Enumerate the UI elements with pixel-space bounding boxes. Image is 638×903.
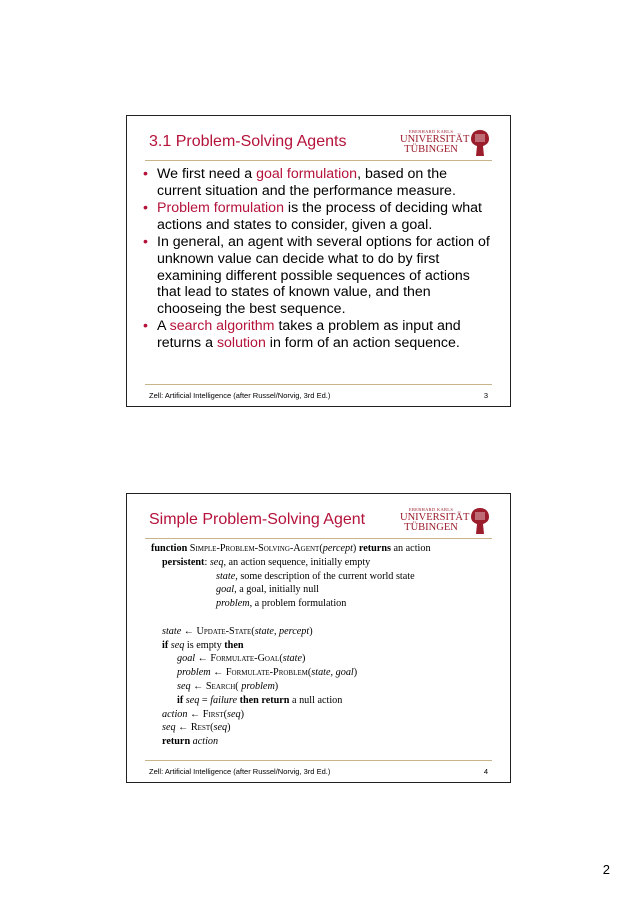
variable: state	[216, 570, 236, 582]
code-text: ,	[273, 625, 280, 637]
highlighted-term: goal formulation	[256, 166, 358, 182]
variable: state	[162, 625, 182, 637]
code-text: , an action sequence, initially empty	[223, 556, 371, 568]
slide-footer	[149, 391, 488, 400]
variable: seq	[209, 556, 224, 568]
variable: goal	[335, 667, 354, 679]
code-text: ←	[175, 722, 191, 734]
variable: problem	[216, 598, 250, 610]
code-text: is empty	[184, 639, 225, 651]
function-name: First	[202, 708, 224, 720]
keyword: persistent	[162, 556, 205, 568]
pseudocode-line	[151, 721, 431, 735]
bullet-dot-icon: •	[143, 166, 148, 182]
code-text: )	[240, 708, 244, 720]
variable: state	[311, 667, 331, 679]
code-text: )	[309, 625, 313, 637]
code-text: )	[301, 653, 306, 665]
pseudocode-line	[151, 666, 431, 680]
code-text: (	[223, 708, 227, 720]
bullet-item	[143, 200, 495, 233]
university-seal-icon	[468, 506, 492, 536]
function-name: Formulate-Goal	[210, 653, 280, 665]
slide-4	[126, 493, 511, 783]
bullet-text: is the process of deciding what actions and states to consider, given a goal.	[157, 200, 482, 233]
code-text: )	[274, 680, 279, 692]
keyword: return	[162, 736, 191, 748]
code-text: )	[352, 543, 359, 554]
university-seal-icon	[468, 128, 492, 158]
variable: goal	[216, 584, 235, 596]
bullet-text: We first need a	[157, 166, 257, 182]
logo-line-3: TÜBINGEN	[404, 522, 458, 533]
logo-line-1: EBERHARD KARLS	[408, 129, 454, 134]
bullet-item	[143, 166, 495, 199]
variable: state	[282, 653, 302, 665]
pseudocode-line	[151, 694, 431, 708]
variable: problem	[177, 667, 211, 679]
slide-footer	[149, 767, 488, 776]
pseudocode-line	[151, 652, 431, 666]
university-logo	[400, 128, 492, 160]
highlighted-term: search algorithm	[169, 318, 275, 335]
variable: state	[254, 625, 274, 637]
logo-line-2: UNIVERSITÄT	[400, 134, 470, 145]
pseudocode-line	[151, 639, 431, 653]
variable: percept	[322, 543, 353, 554]
bullet-text: takes a problem as input and returns a	[157, 318, 461, 351]
code-text: ←	[187, 708, 203, 720]
code-text: (	[307, 667, 312, 679]
keyword: if	[177, 694, 184, 706]
code-text: :	[204, 556, 210, 568]
footer-text: Zell: Artificial Intelligence (after Russel/Norvig, 3rd Ed.)	[149, 767, 331, 776]
code-text: , some description of the current world state	[235, 570, 415, 582]
bullet-item	[143, 318, 495, 351]
university-logo	[400, 506, 492, 538]
variable: seq	[185, 694, 200, 706]
bullet-item	[143, 234, 495, 317]
variable: action	[162, 708, 188, 720]
pseudocode-line	[151, 583, 431, 597]
logo-line-2: UNIVERSITÄT	[400, 512, 470, 523]
code-text: an action	[390, 543, 431, 554]
code-text: (	[251, 625, 255, 637]
pseudocode-block	[151, 542, 431, 749]
variable: seq	[213, 722, 228, 734]
variable: problem	[241, 680, 275, 692]
slide-title: Simple Problem-Solving Agent	[149, 511, 366, 528]
bullet-text: in form of an action sequence.	[265, 334, 460, 351]
variable: failure	[210, 694, 238, 706]
bullet-text: A	[157, 318, 170, 335]
bullet-dot-icon: •	[143, 234, 148, 251]
pseudocode-line	[151, 542, 431, 556]
code-text: ,	[330, 667, 336, 679]
slide-3	[126, 115, 511, 407]
code-text: , a problem formulation	[249, 598, 347, 610]
slide-number: 3	[483, 391, 488, 400]
keyword: function	[151, 543, 190, 554]
code-text: ←	[210, 667, 226, 679]
code-text: , a goal, initially null	[234, 584, 320, 596]
bullet-text: In general, an agent with several options for action of unknown value can decide what to do by first examining different possible sequences of actions that lead to states of known value, and then chooseing the best sequence.	[157, 234, 490, 317]
bullet-list	[143, 166, 495, 353]
slide-number: 4	[483, 767, 488, 776]
variable: seq	[170, 639, 185, 651]
bullet-dot-icon: •	[143, 200, 148, 217]
bullet-text: , based on the current situation and the performance measure.	[157, 166, 456, 199]
keyword: returns	[358, 543, 391, 554]
code-text: ←	[181, 625, 197, 637]
footer-text: Zell: Artificial Intelligence (after Russel/Norvig, 3rd Ed.)	[149, 391, 331, 400]
code-text: )	[227, 722, 231, 734]
pseudocode-line	[151, 570, 431, 584]
function-name: Rest	[190, 722, 211, 734]
code-text: (	[319, 543, 323, 554]
title-divider	[145, 160, 492, 161]
pseudocode-line	[151, 611, 431, 625]
code-text: ←	[195, 653, 211, 665]
variable: percept	[279, 625, 310, 637]
code-text: =	[199, 694, 211, 706]
variable: goal	[177, 653, 196, 665]
keyword: then return	[239, 694, 290, 706]
code-text: ←	[190, 680, 206, 692]
function-name: Simple-Problem-Solving-Agent	[189, 543, 320, 554]
logo-line-3: TÜBINGEN	[404, 144, 458, 155]
pseudocode-line	[151, 597, 431, 611]
slide-title: 3.1 Problem-Solving Agents	[149, 133, 347, 150]
function-name: Formulate-Problem	[225, 667, 308, 679]
pseudocode-line	[151, 735, 431, 749]
variable: action	[192, 736, 219, 748]
highlighted-term: Problem formulation	[157, 200, 284, 217]
footer-divider	[145, 384, 492, 385]
code-text: (	[210, 722, 214, 734]
code-text: (	[235, 680, 242, 692]
page-number: 2	[602, 862, 610, 877]
title-divider	[145, 538, 492, 539]
pseudocode-line	[151, 625, 431, 639]
code-text: a null action	[289, 694, 343, 706]
pseudocode-line	[151, 556, 431, 570]
keyword: if	[162, 639, 169, 651]
pseudocode-line	[151, 708, 431, 722]
variable: seq	[227, 708, 241, 720]
variable: seq	[162, 722, 176, 734]
keyword: then	[224, 639, 244, 651]
code-text: )	[353, 667, 358, 679]
pseudocode-line	[151, 680, 431, 694]
code-text: (	[279, 653, 283, 665]
variable: seq	[177, 680, 191, 692]
bullet-dot-icon: •	[143, 318, 148, 335]
function-name: Update-State	[196, 625, 252, 637]
function-name: Search	[205, 680, 236, 692]
highlighted-term: solution	[216, 334, 266, 351]
logo-line-1: EBERHARD KARLS	[408, 507, 454, 512]
footer-divider	[145, 760, 492, 761]
